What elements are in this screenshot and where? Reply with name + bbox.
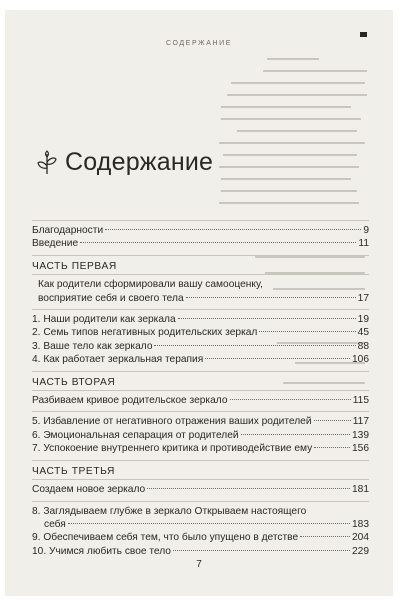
entry-page: 181: [352, 484, 369, 496]
toc-entry-introduction[interactable]: [32, 237, 369, 250]
entry-page: 19: [357, 314, 369, 326]
chapter-list: [32, 412, 369, 459]
book-page: [5, 10, 393, 596]
entry-label: 5. Избавление от негативного отражения ваших родителей: [32, 416, 312, 428]
toc-entry-chapter[interactable]: [32, 442, 369, 455]
entry-label: 9. Обеспечиваем себя тем, что было упущено в детстве: [32, 532, 299, 544]
entry-label: 6. Эмоциональная сепарация от родителей: [32, 429, 239, 441]
leader-dots: [230, 399, 351, 400]
entry-label: Введение: [32, 238, 79, 250]
leader-dots: [154, 345, 355, 346]
page-number: 7: [196, 559, 202, 570]
front-matter: [32, 221, 369, 255]
entry-label: Разбиваем кривое родительское зеркало: [32, 395, 228, 407]
entry-page: 45: [357, 327, 369, 339]
entry-label: 8. Заглядываем глубже в зеркало Открываем настоящего: [32, 505, 307, 517]
toc-entry-part-intro[interactable]: [32, 394, 369, 407]
entry-page: 106: [352, 354, 369, 366]
toc-entry-chapter[interactable]: [32, 545, 369, 558]
entry-page: 183: [352, 518, 369, 530]
title-block: [35, 148, 213, 177]
toc-entry-chapter[interactable]: [32, 505, 369, 532]
toc-entry-chapter[interactable]: [32, 353, 369, 366]
entry-label: 3. Ваше тело как зеркало: [32, 340, 153, 352]
leader-dots: [314, 447, 350, 448]
leader-dots: [105, 229, 361, 230]
leader-dots: [300, 536, 350, 537]
entry-label: 10. Учимся любить свое тело: [32, 545, 171, 557]
toc-entry-chapter[interactable]: [32, 326, 369, 339]
page-title: Содержание: [65, 148, 214, 176]
entry-page: 9: [363, 225, 369, 236]
entry-page: 17: [357, 292, 369, 304]
leaf-icon: [35, 150, 59, 176]
leader-dots: [80, 242, 356, 243]
toc-entry-chapter[interactable]: [32, 313, 369, 326]
part-intro: [32, 480, 369, 500]
intro-line: Как родители сформировали вашу самооценку,: [38, 279, 263, 291]
chapter-list: [32, 310, 369, 371]
leader-dots: [173, 550, 350, 551]
leader-dots: [147, 488, 350, 489]
chapter-list: [32, 502, 369, 563]
entry-page: 115: [352, 395, 369, 407]
leader-dots: [205, 358, 350, 359]
toc-entry-chapter[interactable]: [32, 429, 369, 442]
entry-page: 117: [352, 416, 369, 428]
entry-label: 7. Успокоение внутреннего критика и противодействие ему: [32, 443, 313, 455]
entry-label: себя: [44, 518, 66, 530]
toc-entry-chapter[interactable]: [32, 340, 369, 353]
entry-page: 11: [358, 238, 369, 250]
part-heading: ЧАСТЬ ВТОРАЯ: [32, 376, 116, 388]
part-heading: ЧАСТЬ ТРЕТЬЯ: [32, 465, 115, 477]
entry-page: 229: [352, 545, 369, 557]
leader-dots: [178, 318, 356, 319]
part-intro[interactable]: [32, 275, 369, 309]
toc-entry-chapter[interactable]: [32, 415, 369, 428]
part-intro: [32, 391, 369, 411]
entry-label: 4. Как работает зеркальная терапия: [32, 354, 204, 366]
leader-dots: [186, 297, 356, 298]
part-heading: ЧАСТЬ ПЕРВАЯ: [32, 260, 117, 272]
entry-page: 204: [352, 532, 369, 544]
leader-dots: [68, 523, 350, 524]
entry-page: 156: [352, 443, 369, 455]
toc-entry-acknowledgements[interactable]: [32, 224, 369, 237]
leader-dots: [241, 434, 350, 435]
table-of-contents: [32, 220, 369, 562]
running-head: СОДЕРЖАНИЕ: [165, 40, 233, 47]
toc-entry-chapter[interactable]: [32, 531, 369, 544]
leader-dots: [314, 420, 351, 421]
entry-page: 88: [357, 340, 369, 352]
entry-label: 2. Семь типов негативных родительских зеркал: [32, 327, 258, 339]
intro-line: восприятие себя и своего тела: [38, 292, 184, 304]
entry-page: 139: [352, 429, 369, 441]
entry-label: Создаем новое зеркало: [32, 484, 146, 496]
toc-entry-part-intro[interactable]: [32, 483, 369, 496]
entry-label: 1. Наши родители как зеркала: [32, 314, 176, 326]
leader-dots: [259, 331, 355, 332]
entry-label: Благодарности: [32, 225, 104, 236]
corner-mark: [360, 32, 367, 37]
